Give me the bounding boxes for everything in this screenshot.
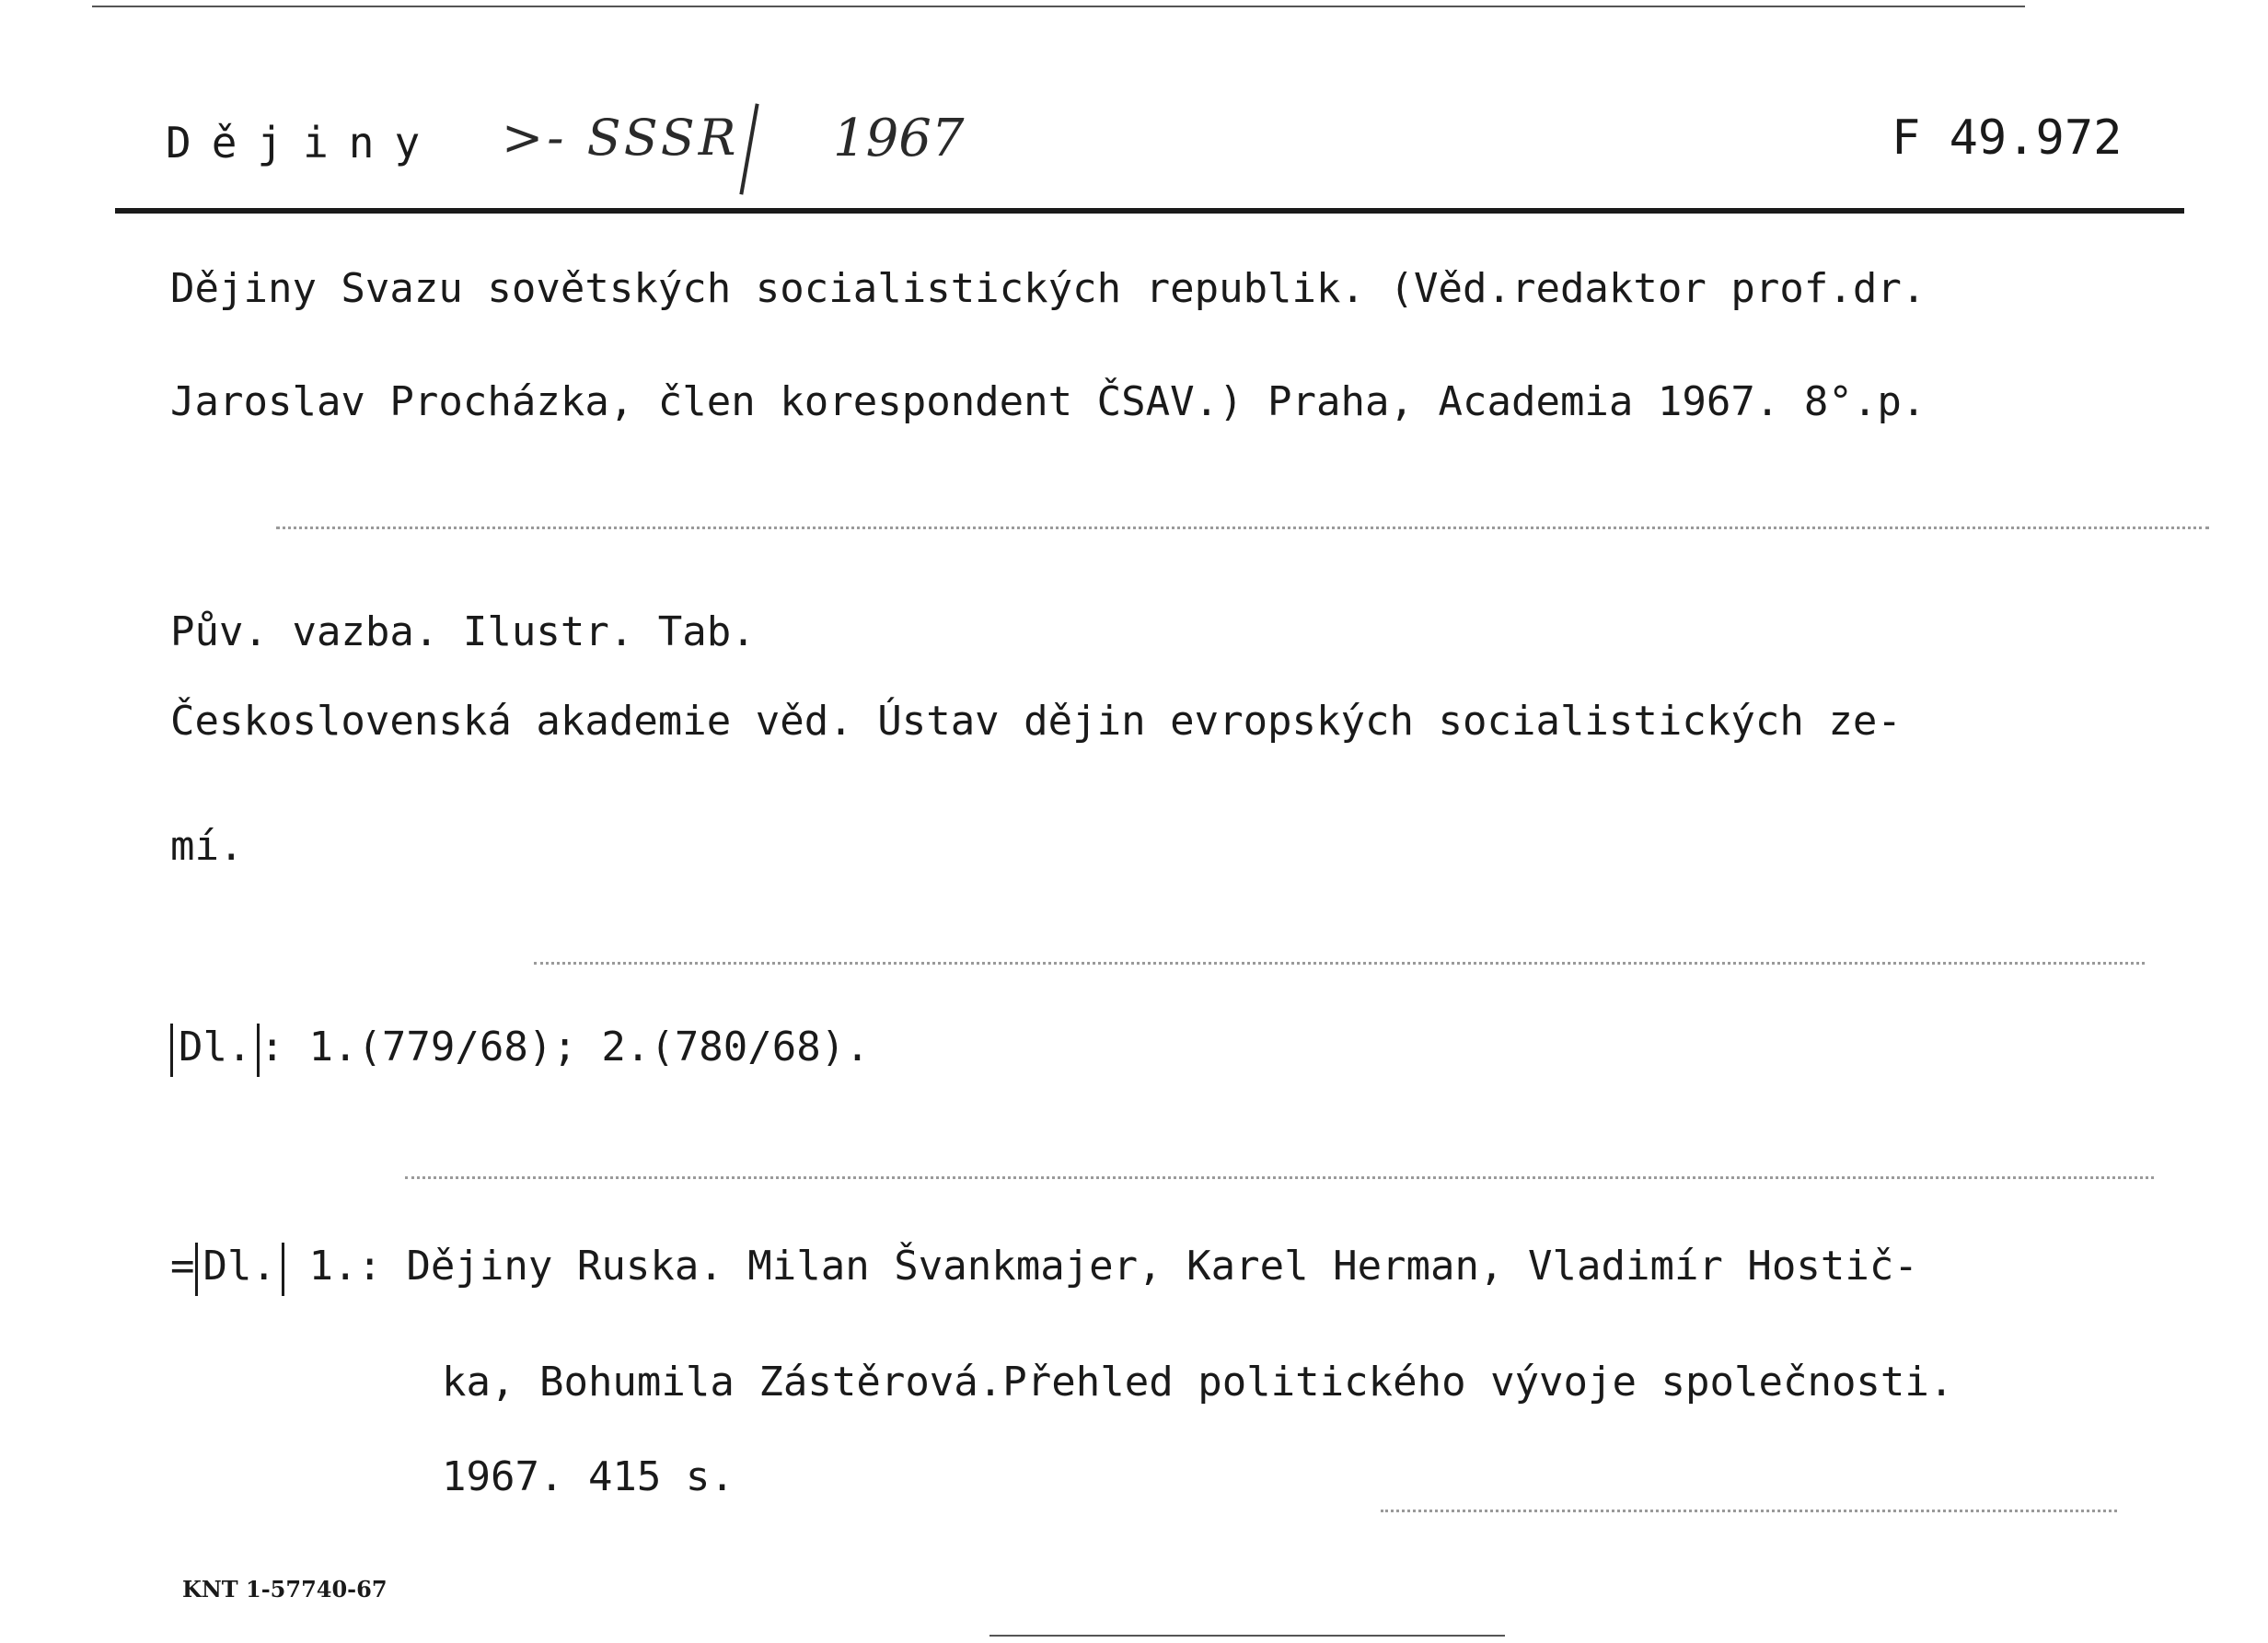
dotted-separator [405,1176,2154,1179]
bottom-edge-rule [989,1635,1505,1637]
title-line-2: Jaroslav Procházka, člen korespondent ČSAV.) Praha, Academia 1967. 8°.p. [170,378,1927,425]
description-line: Pův. vazba. Ilustr. Tab. [170,608,756,655]
dotted-separator [534,962,2145,965]
title-line-1: Dějiny Svazu sovětských socialistických republik. (Věd.redaktor prof.dr. [170,265,1927,312]
corporate-author-line-1: Československá akademie věd. Ústav dějin evropských socialistických ze- [170,698,1902,745]
heading-slash-mark [739,103,758,194]
part-entry-prefix: = [170,1243,195,1290]
dotted-separator [1381,1510,2117,1512]
volumes-text: : 1.(779/68); 2.(780/68). [260,1024,870,1070]
top-edge-rule [92,6,2025,7]
dotted-separator [276,526,2209,529]
shelfmark: F 49.972 [1892,110,2123,166]
heading-rule [115,208,2184,214]
part-entry-line-3: 1967. 415 s. [442,1453,735,1500]
part-entry-bracket-label: Dl. [195,1243,284,1296]
volumes-bracket-label: Dl. [170,1024,260,1077]
heading-handwritten: >- SSSR [502,109,740,167]
part-entry-first: 1.: Dějiny Ruska. Milan Švankmajer, Karel Herman, Vladimír Hostič- [308,1243,1918,1290]
heading-year: 1967 [833,109,965,168]
printer-mark: KNT 1-57740-67 [182,1576,388,1603]
part-entry-line-2: ka, Bohumila Zástěrová.Přehled politického vývoje společnosti. [442,1359,1954,1406]
corporate-author-line-2: mí. [170,823,244,870]
volumes-line [170,1024,870,1077]
heading-typed: Dějiny [166,118,441,168]
part-entry-line-1 [170,1243,1918,1296]
